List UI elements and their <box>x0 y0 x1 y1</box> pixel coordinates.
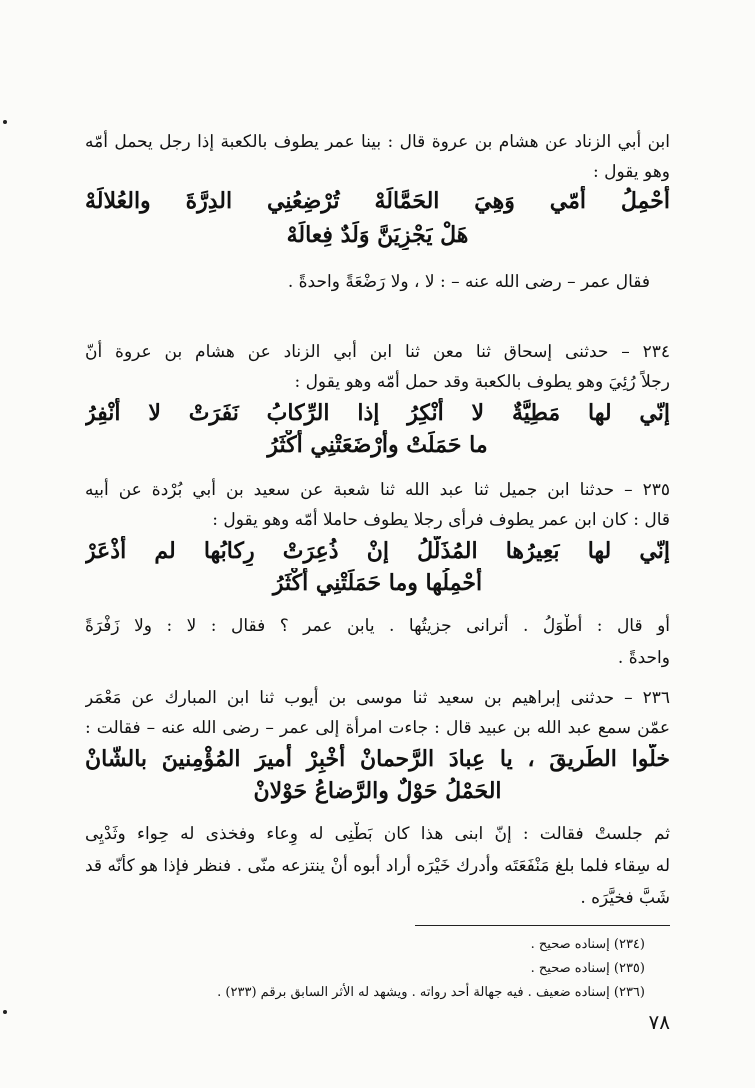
text-line: عمّن سمع عبد الله بن عبيد قال : جاءت امرأة إلى عمر – رضى الله عنه – فقالت : <box>85 718 670 738</box>
text-line: له سِقاء فلما بلغ مَنْفَعَتَه وأدرك خَيْرَه أراد أبوه أنْ ينتزعه منّى . فنظر فإذا هو كأنّه قد <box>85 856 670 876</box>
verse-line: خلّوا الطَريقَ ، يا عِبادَ الرَّحمانْ أُخْبِرْ أميرَ المُؤْمِنينَ بالشّانْ <box>85 746 670 772</box>
verse-line: إنّي لها بَعِيرُها المُذَلَّلُ إنْ ذُعِرَتْ رِكابُها لم أُذْعَرْ <box>85 538 670 564</box>
text-line: قال : كان ابن عمر يطوف فرأى رجلا يطوف حاملا أُمّه وهو يقول : <box>212 510 670 530</box>
text-line: فقال عمر – رضى الله عنه – : لا ، ولا رَضْعَةً واحدةً . <box>287 272 650 292</box>
text-line: رجلاً رُئِيَ وهو يطوف بالكعبة وقد حمل أُمّه وهو يقول : <box>294 372 670 392</box>
text-line: ٢٣٥ – حدثنا ابن جميل ثنا عبد الله ثنا شعبة عن سعيد بن أبي بُرْدة عن أبيه <box>85 480 670 500</box>
text-line: شَبَّ فخيَّرَه . <box>580 888 670 908</box>
footnote: (٢٣٤) إسناده صحيح . <box>530 937 645 952</box>
footnote: (٢٣٥) إسناده صحيح . <box>530 961 645 976</box>
verse-line: هَلْ يَجْزِيَنَّ وَلَدٌ فِعالَهْ <box>286 222 469 248</box>
text-line: ٢٣٦ – حدثنى إبراهيم بن سعيد ثنا موسى بن أيوب ثنا ابن المبارك عن مَعْمَر <box>85 688 670 708</box>
page-number: ٧٨ <box>648 1010 670 1034</box>
text-line: واحدةً . <box>617 648 670 668</box>
verse-line: أحْمِلُ أُمّي وَهِيَ الحَمَّالَهْ تُرْضِعُنِي الدِرَّةَ والعُلالَهْ <box>85 188 670 214</box>
verse-line: الحَمْلُ حَوْلٌ والرَّضاعُ حَوْلانْ <box>253 778 502 804</box>
margin-mark <box>3 1010 7 1014</box>
text-line: ثم جلستْ فقالت : إنّ ابنى هذا كان بَطْنِى له وِعاء وفخذى له حِواء وثَدْيِى <box>85 824 670 844</box>
text-line: وهو يقول : <box>593 162 670 182</box>
text-line: أو قال : أَطْوَلُ . أترانى جزيتُها . يابن عمر ؟ فقال : لا : ولا زَفْرَةً <box>85 616 670 636</box>
verse-line: إنّي لها مَطِيَّةٌ لا أُنْكِرُ إذا الرِّكابُ نَفَرَتْ لا أَنْفِرُ <box>85 400 670 426</box>
text-line: ابن أبي الزناد عن هشام بن عروة قال : بينا عمر يطوف بالكعبة إذا رجل يحمل أمّه <box>85 132 670 152</box>
verse-line: ما حَمَلَتْ وأَرْضَعَتْنِي أَكْثَرُ <box>267 432 488 458</box>
margin-mark <box>3 120 7 124</box>
text-line: ٢٣٤ – حدثنى إسحاق ثنا معن ثنا ابن أبي الزناد عن هشام بن عروة أنّ <box>85 342 670 362</box>
footnote: (٢٣٦) إسناده ضعيف . فيه جهالة أحد رواته . ويشهد له الأثر السابق برقم (٢٣٣) . <box>217 985 645 1000</box>
footnote-divider <box>415 925 670 926</box>
verse-line: أَحْمِلُها وما حَمَلَتْنِي أكْثَرُ <box>272 570 483 596</box>
